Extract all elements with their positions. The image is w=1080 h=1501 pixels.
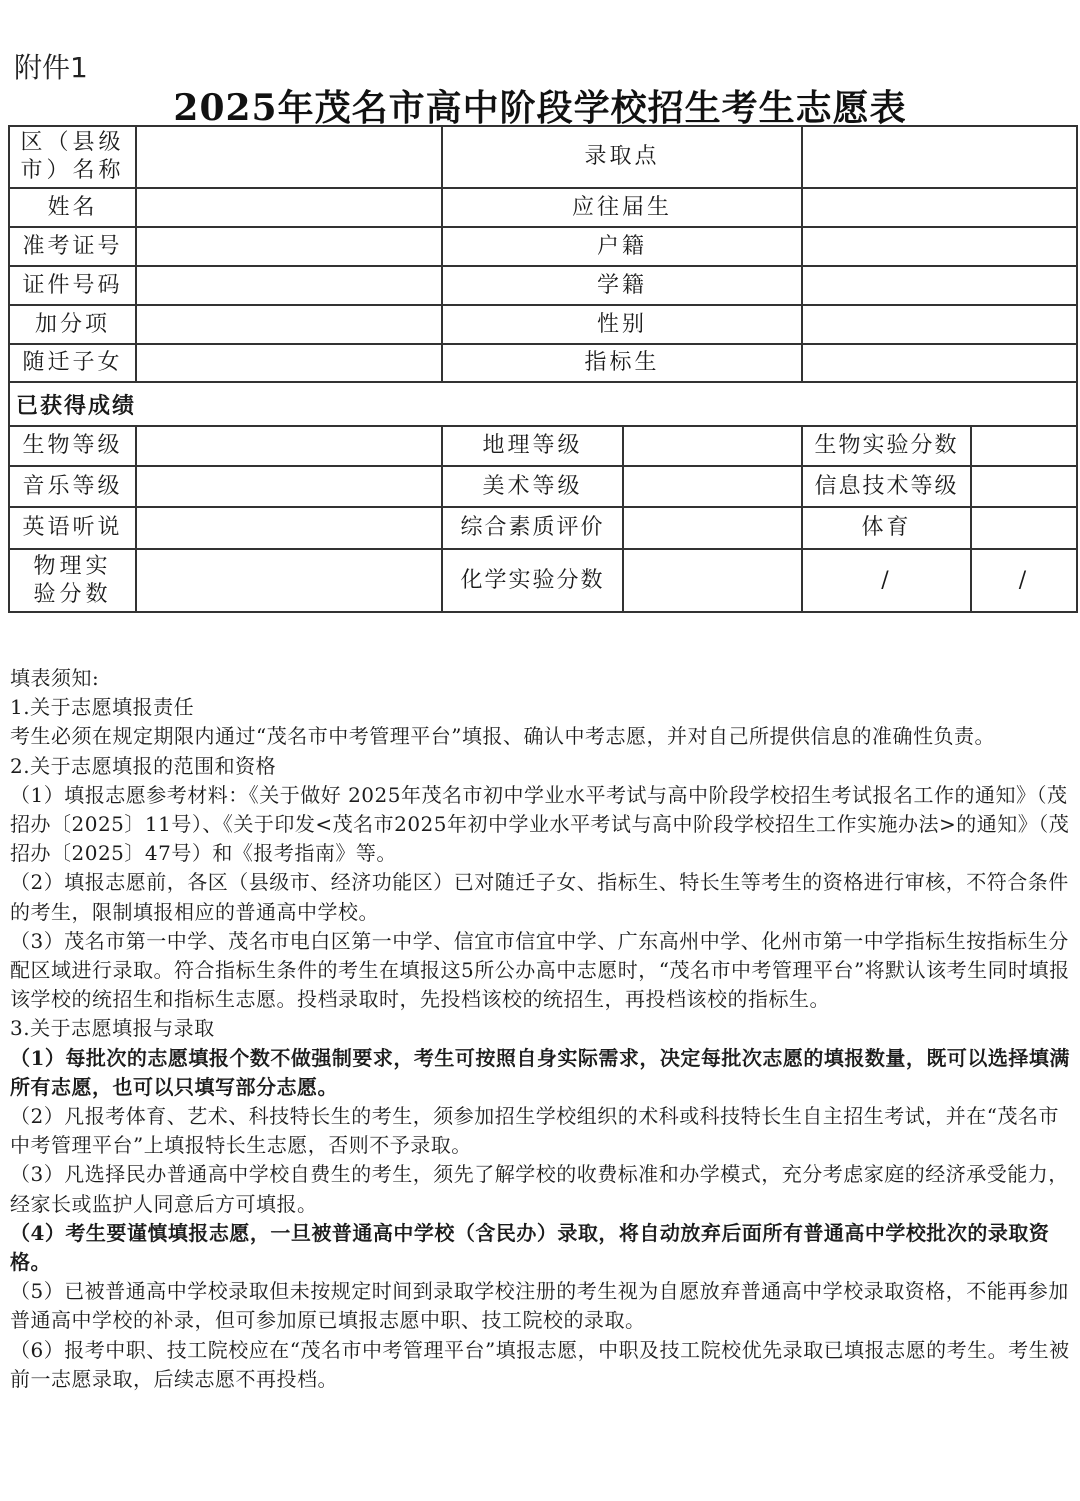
filling-instructions: [10, 664, 1072, 1394]
graduate-type-label: 应往届生: [443, 189, 803, 228]
application-form-table: [8, 125, 1078, 613]
biology-grade-field[interactable]: [137, 427, 443, 467]
section-3-paragraph-6: （6）报考中职、技工院校应在“茂名市中考管理平台”填报志愿，中职及技工院校优先录取已填报志愿的考生。考生被前一志愿录取，后续志愿不再投档。: [10, 1337, 1070, 1391]
name-label: 姓名: [10, 189, 137, 228]
bonus-label: 加分项: [10, 306, 137, 345]
section-1-paragraph-1: 考生必须在规定期限内通过“茂名市中考管理平台”填报、确认中考志愿，并对自己所提供信息的准确性负责。: [10, 724, 995, 749]
exam-number-label: 准考证号: [10, 228, 137, 267]
section-3-paragraph-5: （5）已被普通高中学校录取但未按规定时间到录取学校注册的考生视为自愿放弃普通高中学校录取资格，不能再参加普通高中学校的补录，但可参加原已填报志愿中职、技工院校的录取。: [10, 1279, 1069, 1333]
pe-field[interactable]: [972, 508, 1076, 550]
gender-field[interactable]: [803, 306, 1076, 345]
bonus-field[interactable]: [137, 306, 443, 345]
english-oral-label: 英语听说: [10, 508, 137, 550]
gender-label: 性别: [443, 306, 803, 345]
section-3-title: 3.关于志愿填报与录取: [10, 1016, 215, 1041]
quota-student-label: 指标生: [443, 345, 803, 383]
school-registry-label: 学籍: [443, 267, 803, 306]
attachment-label: 附件1: [14, 51, 88, 84]
comprehensive-label: 综合素质评价: [443, 508, 624, 550]
district-field[interactable]: [137, 127, 443, 189]
music-grade-field[interactable]: [137, 467, 443, 508]
id-number-label: 证件号码: [10, 267, 137, 306]
section-2-paragraph-1: （1）填报志愿参考材料：《关于做好 2025年茂名市初中学业水平考试与高中阶段学校招生考试报名工作的通知》（茂招办〔2025〕11号）、《关于印发<茂名市2025年初中学业水平考试与高中阶段学校招生工作实施办法>的通知》（茂招办〔2025〕47号）和《报考指南》等。: [10, 782, 1070, 866]
art-grade-field[interactable]: [624, 467, 803, 508]
admission-point-label: 录取点: [443, 127, 803, 189]
it-grade-label: 信息技术等级: [803, 467, 972, 508]
admission-point-field[interactable]: [803, 127, 1076, 189]
it-grade-field[interactable]: [972, 467, 1076, 508]
section-2-paragraph-3: （3）茂名市第一中学、茂名市电白区第一中学、信宜市信宜中学、广东高州中学、化州市第一中学指标生按指标生分配区域进行录取。符合指标生条件的考生在填报这5所公办高中志愿时，“茂名市中考管理平台”将默认该考生同时填报该学校的统招生和指标生志愿。投档录取时，先投档该校的统招生，再投档该校的指标生。: [10, 928, 1070, 1012]
quota-student-field[interactable]: [803, 345, 1076, 383]
slash-cell-2: /: [1018, 567, 1030, 593]
physics-lab-field[interactable]: [137, 550, 443, 611]
notes-heading: 填表须知:: [10, 666, 100, 690]
name-field[interactable]: [137, 189, 443, 228]
section-2-paragraph-2: （2）填报志愿前，各区（县级市、经济功能区）已对随迁子女、指标生、特长生等考生的资格进行审核，不符合条件的考生，限制填报相应的普通高中学校。: [10, 870, 1069, 924]
section-1-title: 1.关于志愿填报责任: [10, 695, 195, 720]
chemistry-lab-field[interactable]: [624, 550, 803, 611]
chemistry-lab-label: 化学实验分数: [443, 550, 624, 611]
household-label: 户籍: [443, 228, 803, 267]
school-registry-field[interactable]: [803, 267, 1076, 306]
section-3-paragraph-4: （4）考生要谨慎填报志愿，一旦被普通高中学校（含民办）录取，将自动放弃后面所有普通高中学校批次的录取资格。: [10, 1220, 1050, 1275]
migrant-children-label: 随迁子女: [10, 345, 137, 383]
biology-lab-label: 生物实验分数: [803, 427, 972, 467]
migrant-children-field[interactable]: [137, 345, 443, 383]
physics-lab-label: 物理实验分数: [10, 550, 137, 611]
comprehensive-field[interactable]: [624, 508, 803, 550]
district-label: 区（县级市）名称: [10, 127, 137, 189]
slash-cell-1: /: [803, 550, 972, 611]
section-3-paragraph-3: （3）凡选择民办普通高中学校自费生的考生，须先了解学校的收费标准和办学模式，充分考虑家庭的经济承受能力，经家长或监护人同意后方可填报。: [10, 1162, 1069, 1216]
section-2-title: 2.关于志愿填报的范围和资格: [10, 753, 277, 778]
geography-grade-label: 地理等级: [443, 427, 624, 467]
biology-grade-label: 生物等级: [10, 427, 137, 467]
english-oral-field[interactable]: [137, 508, 443, 550]
exam-number-field[interactable]: [137, 228, 443, 267]
pe-label: 体育: [803, 508, 972, 550]
art-grade-label: 美术等级: [443, 467, 624, 508]
music-grade-label: 音乐等级: [10, 467, 137, 508]
id-number-field[interactable]: [137, 267, 443, 306]
scores-section-label: 已获得成绩: [10, 383, 1076, 427]
biology-lab-field[interactable]: [972, 427, 1076, 467]
graduate-type-field[interactable]: [803, 189, 1076, 228]
geography-grade-field[interactable]: [624, 427, 803, 467]
section-3-paragraph-1: （1）每批次的志愿填报个数不做强制要求，考生可按照自身实际需求，决定每批次志愿的填报数量，既可以选择填满所有志愿，也可以只填写部分志愿。: [10, 1045, 1070, 1099]
household-field[interactable]: [803, 228, 1076, 267]
form-title: 2025年茂名市高中阶段学校招生考生志愿表: [173, 87, 907, 129]
section-3-paragraph-2: （2）凡报考体育、艺术、科技特长生的考生，须参加招生学校组织的术科或科技特长生自主招生考试，并在“茂名市中考管理平台”上填报特长生志愿，否则不予录取。: [10, 1104, 1059, 1158]
